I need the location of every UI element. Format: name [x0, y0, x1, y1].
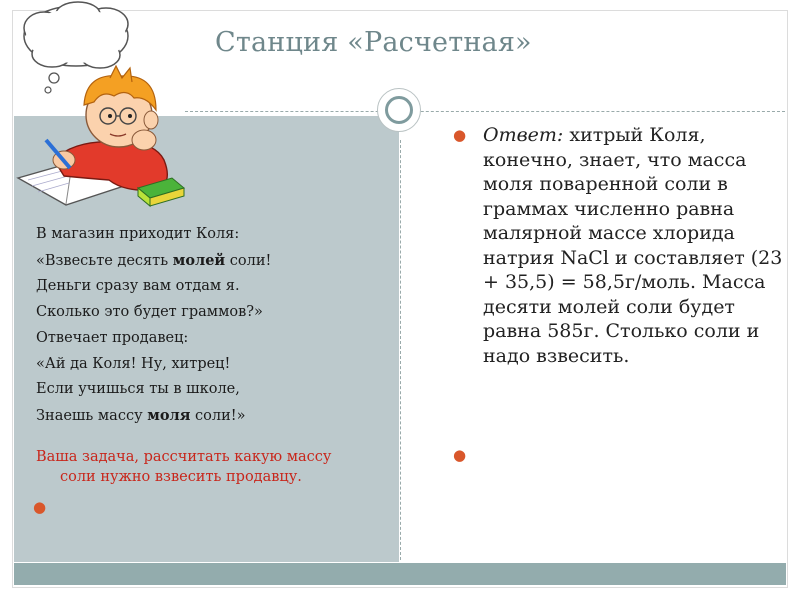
thinking-boy-illustration [14, 0, 190, 210]
ring-ornament-icon [377, 88, 421, 132]
orange-circle-bullet: ● [33, 498, 47, 516]
orange-circle-bullet: ● [453, 446, 467, 464]
bottom-accent-bar [14, 563, 786, 585]
poem-text [36, 222, 396, 430]
poem-line: «Ай да Коля! Ну, хитрец! [36, 355, 231, 372]
answer-text [483, 123, 783, 368]
orange-circle-bullet: ● [453, 126, 467, 144]
poem-line: «Взвесьте десять молей соли! [36, 251, 272, 269]
poem-line: Знаешь массу моля соли!» [36, 406, 246, 424]
poem-line: Сколько это будет граммов?» [36, 304, 263, 321]
poem-line: Отвечает продавец: [36, 329, 189, 346]
poem-emphasis: молей [172, 251, 226, 269]
poem-line: Деньги сразу вам отдам я. [36, 278, 240, 295]
vertical-dashed-divider [400, 140, 401, 560]
horizontal-dashed-divider [185, 111, 785, 112]
poem-line: Если учишься ты в школе, [36, 381, 240, 398]
task-line: Ваша задача, рассчитать какую массу [36, 449, 332, 465]
task-text [36, 447, 411, 487]
slide-title: Станция «Расчетная» [215, 27, 532, 58]
answer-label: Ответ: [483, 124, 564, 146]
poem-emphasis: моля [147, 406, 191, 424]
poem-line: В магазин приходит Коля: [36, 226, 240, 242]
answer-body: хитрый Коля, конечно, знает, что масса моля поваренной соли в граммах численно равна малярной массе хлорида натрия NaCl и составляет (23 + 35,5) = 58,5г/моль. Масса десяти молей соли будет равна 585г. Столько соли и надо взвесить. [483, 124, 783, 367]
task-line: соли нужно взвесить продавцу. [60, 469, 302, 485]
